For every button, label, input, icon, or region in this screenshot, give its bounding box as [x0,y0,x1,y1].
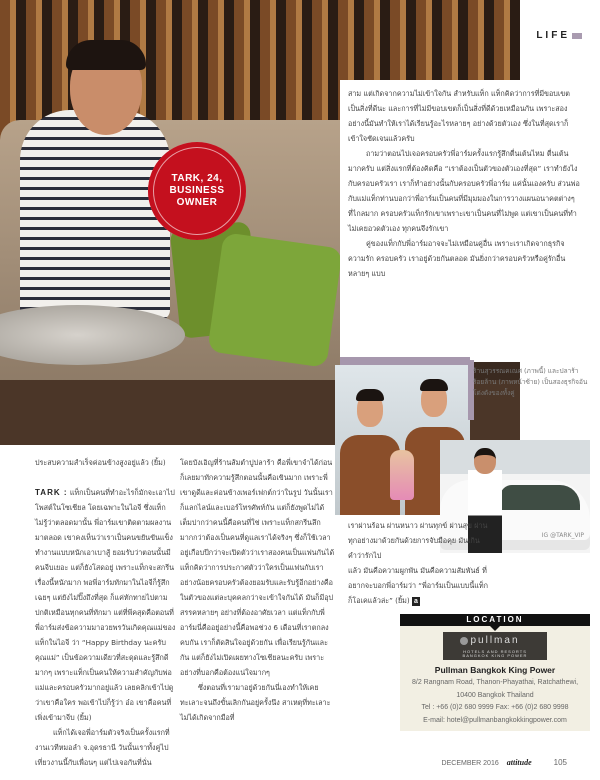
paragraph: ซึ่งตอนที่เรามาอยู่ด้วยกันนี่เองทำให้เคยทะเลาะจนถึงขั้นเลิกกันอยู่ครั้งนึง สาเหตุที่ทะเลาะไม่ได้เกิดจากมือที่ [180,683,331,722]
phone: Tel : +66 (0)2 680 9999 Fax: +66 (0)2 680 9998 [421,704,569,711]
man-hair [66,40,146,70]
badge-line: OWNER [176,197,218,208]
paragraph: สาม แต่เกิดจากความไม่เข้าใจกัน สำหรับแท็ก แท็กคิดว่าการที่มีขอบเขตเป็นสิ่งที่ดีนะ และการที่ไม่มีขอบเขตก็เป็นสิ่งที่ดีด้วยเหมือนกัน เพราะสองอย่างนี้มันทำให้เราได้เรียนรู้อะไรหลายๆ อย่างด้วยตัวเอง ซึ่งในที่สุดเราก็เข้าใจชัดเจนแล้วครับ [348,89,570,143]
section-label [536,30,582,41]
pillow [207,232,343,368]
location-box [400,614,590,731]
email: E-mail: hotel@pullmanbangkokkingpower.com [423,716,567,724]
badge-line: BUSINESS [169,185,225,196]
page-footer [442,758,567,767]
photo-caption: ร้านสุวรรณคเณศ (ภาพนี้) และปลาร้าร้อยล้าน (ภาพหน้าซ้าย) เป็นสองธุรกิจอันโด่งดังของทั้งคู่ [473,367,588,397]
paragraph: โดยบังเอิญที่ร้านส้มตำปูปลาร้า คือพี่เขาจำได้ก่อน ก็เลยมาทักความรู้สึกตอนนั้นคือเขินมาก เพราะพี่เขาดูดีและค่อนข้างเพอร์เฟกต์กว่าในรูป วันนั้นเราก็แลกไลน์และเบอร์โทรศัพท์กัน แต่ก็ยังพูดไม่ได้เต็มปากว่าคนนี้คือคนที่ใช่ เพราะแท็กสกรีนลึกมากกว่าต้องเป็นคนที่ดูแลเราได้จริงๆ ซึ่งก็ใช้เวลาอยู่เกือบปีกว่าจะเปิดตัวว่าเราสองคนเป็นแฟนกันได้ แท็กคิดว่าการประกาศตัวว่าใครเป็นแฟนกับเราอย่างน้อยครอบครัวต้องยอมรับและรับรู้อีกอย่างคือ ในตัวของแต่ละบุคคลกว่าจะเข้าใจกันได้ มันก็มีอุปสรรคหลายๆ อย่างที่ต้องอาศัยเวลา แต่แท็กกับพี่อาร์มนี่คืออยู่อย่างนี้คือพอช่วง 6 เดือนที่เราตกลงคบกัน เราก็ตัดสินใจอยู่ด้วยกัน เพื่อเรียนรู้กันและกัน แต่ก็ยังไม่เปิดเผยทางโซเชียลนะครับ เพราะอย่างที่บอกคือต้องแน่ใจมากๆ [180,458,335,677]
accent-bar [340,357,470,365]
address: 10400 Bangkok Thailand [456,691,534,699]
paragraph: แท็กได้เจอพี่อาร์มตัวจริงเป็นครั้งแรกที่งานเวทีหมอลำ จ.อุดรธานี วันนั้นเราทั้งคู่ไปเที่ยวงานนี้กับเพื่อนๆ แต่ไปเจอกันที่นั่น [35,728,170,767]
right-column-text [340,80,590,362]
section-marker [572,33,582,39]
column-1 [35,455,177,770]
man-face [474,448,496,474]
hair [420,379,448,391]
pullman-logo [443,632,547,660]
ig-credit: IG @TARK_VIP [541,532,584,539]
logo-text: pullman [470,635,520,646]
badge-line: TARK, 24, [171,173,223,184]
car-window [500,485,580,510]
column-2 [180,455,335,725]
figurine [390,450,414,500]
name-badge [148,142,246,240]
paragraph: แล้ว มันคือความผูกพัน มันคือความสัมพันธ์ ที่อยากจะบอกพี่อาร์มว่า “พี่อาร์มเป็นแบบนี้แท็กก็โอเคแล้วล่ะ” (ยิ้ม) [348,566,489,605]
end-mark-icon: a [414,598,418,605]
page-number: 105 [553,758,567,767]
man-striped-shirt [20,110,170,320]
magazine-brand: attitude [506,758,532,767]
speaker-label: TARK : [35,488,68,497]
section-title: LIFE [536,30,570,41]
paragraph: คู่ของแท็กกับพี่อาร์มอาจจะไม่เหมือนคู่อื่น เพราะเราเกิดจากธุรกิจ ความรัก ครอบครัว เราอยู่ด้วยกันตลอด มันยิ่งกว่าครอบครัวหรือคู่รักอื่นหลายๆ แบบ [348,239,566,278]
hotel-name: Pullman Bangkok King Power [434,665,556,675]
hair [356,389,384,401]
paragraph: ถามว่าตอนไปเจอครอบครัวพี่อาร์มครั้งแรกรู้สึกตื่นเต้นไหม ตื่นเต้นมากครับ แต่สิ่งแรกที่ต้องคิดคือ “เราต้องเป็นตัวของตัวเองที่สุด” เราทำยังไงกับครอบครัวเรา เราก็ทำอย่างนั้นกับครอบครัวพี่อาร์ม แค่นั้นเองครับ ส่วนพ่อกับแม่แท็กท่านบอกว่าพี่อาร์มเป็นคนที่มีมุมมองในการวางแผนอนาคตต่างๆ ที่ไกลมาก ครอบครัวแท็กรักเขาเพราะเขาเป็นคนที่ไม่พูด แต่เขาเป็นคนที่ทำ ไม่เคยอวดตัวเอง ทุกคนจึงรักเขา [348,149,580,233]
column-3 [348,518,488,608]
paragraph: ประสบความสำเร็จค่อนข้างสูงอยู่แล้ว (ยิ้ม) [35,458,166,467]
paragraph: เราผ่านร้อน ผ่านหนาว ผ่านทุกข์ ผ่านสุข ผ่านทุกอย่างมาด้วยกันด้วยการจับมือคุย มันเกินคำว่ารักไป [348,521,488,560]
address: 8/2 Rangnam Road, Thanon-Phayathai, Ratchathewi, [411,679,579,686]
paragraph: แท็กเป็นคนที่ทำอะไรก็มักจะเอาไปโพสต์ในโซเชียล โดยเฉพาะในไอจี ซึ่งแท็กไม่รู้ว่าตลอดมานั้น พี่อาร์มเขาติดตามผลงานมาตลอด เขาคงเห็นว่าเราเป็นคนขยันขันแข็ง ทำงานแบบหนักเอาเบาสู้ ยอมรับว่าตอนนั้นมีคนจีบเยอะ แต่ก็ยังโสดอยู่ เพราะแท็กจะสกรีนเรื่องนี้หนักมาก พอพี่อาร์มทักมาในไอจีก็รู้สึกเฉยๆ แต่ยังไม่ปิ๊งถึงที่สุด ก็แค่ทักทายไปตามปกติเหมือนทุกคนที่ทักมา แต่ที่พีคสุดคือตอนที่พี่อาร์มส่งข้อความมาอวยพรวันเกิดคุณแม่ของแท็กในไอจี ว่า “Happy Birthday นะครับคุณแม่” เป็นข้อความเดียวที่สะดุดและรู้สึกดีมากๆ เพราะแท็กเป็นคนให้ความสำคัญกับพ่อแม่และครอบครัวมากอยู่แล้ว เลยคลิกเข้าไปดูว่าเขาคือใคร พอเข้าไปก็รู้ว่า อ๋อ เขาคือคนที่เพิ่งเข้ามาจีบ (ยิ้ม) [35,488,176,722]
logo-mark-icon [460,637,468,645]
logo-sub: BANGKOK KING POWER [462,653,528,658]
location-heading: LOCATION [400,614,590,626]
logo-sub: HOTELS AND RESORTS [463,649,527,654]
issue-date: DECEMBER 2016 [441,760,499,767]
